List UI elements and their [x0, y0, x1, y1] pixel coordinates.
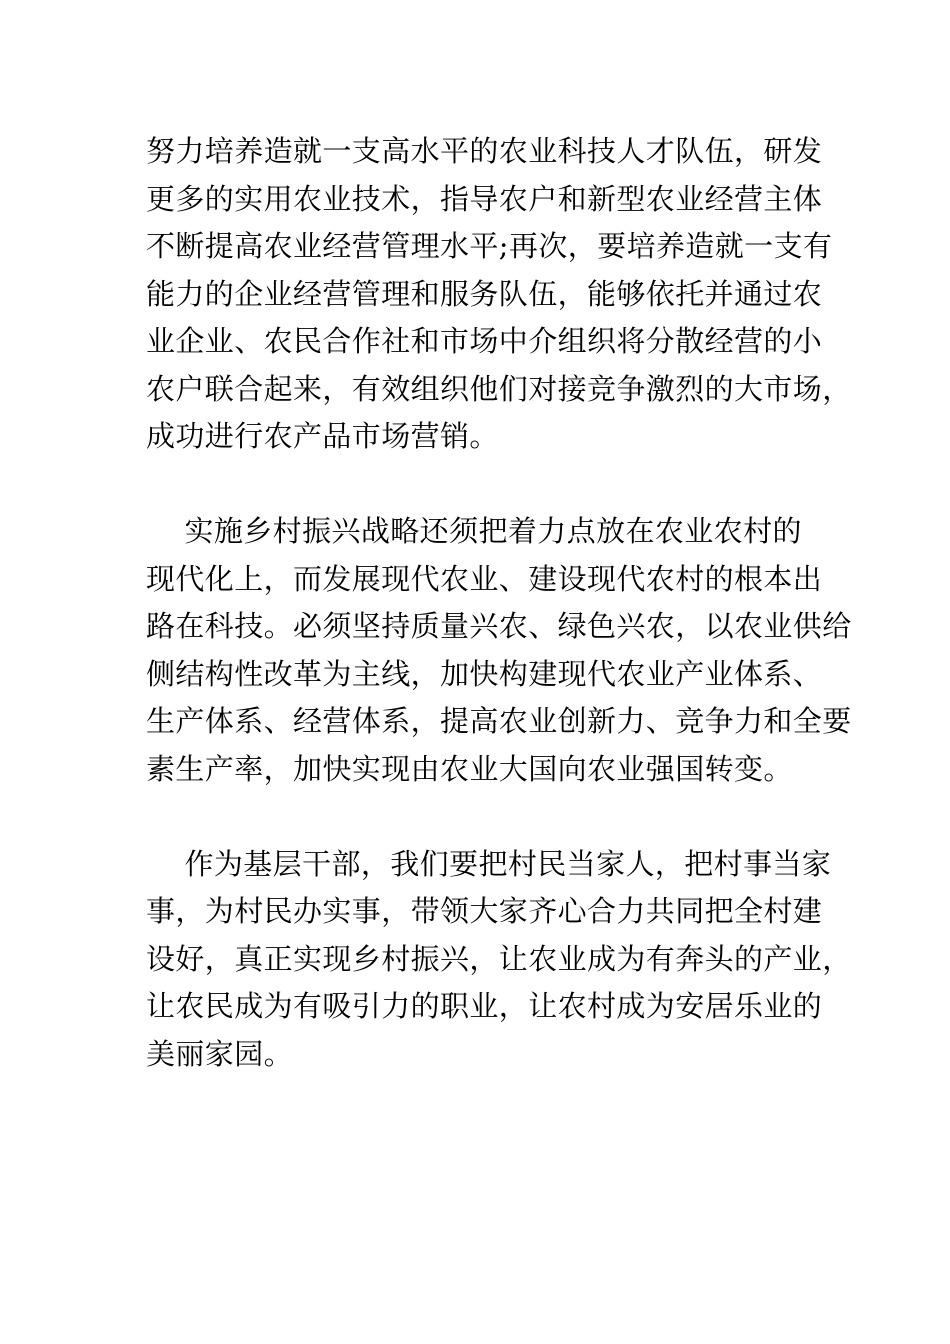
paragraph-line: 事，为村民办实事，带领大家齐心合力共同把全村建 — [146, 894, 823, 928]
paragraph-line: 更多的实用农业技术，指导农户和新型农业经营主体 — [146, 181, 823, 216]
paragraph-spacer — [146, 461, 826, 509]
paragraph-line: 侧结构性改革为主线，加快构建现代农业产业体系、 — [146, 656, 823, 691]
paragraph-line: 成功进行农产品市场营销。 — [146, 419, 499, 453]
paragraph-line: 让农民成为有吸引力的职业，让农村成为安居乐业的 — [146, 989, 823, 1023]
paragraph-line: 实施乡村振兴战略还须把着力点放在农业农村的 — [146, 514, 802, 548]
paragraph-line: 素生产率，加快实现由农业大国向农业强国转变。 — [146, 751, 793, 786]
paragraph-spacer — [146, 793, 826, 841]
paragraph-line: 作为基层干部，我们要把村民当家人，把村事当家 — [146, 846, 832, 881]
paragraph-line: 农户联合起来，有效组织他们对接竞争激烈的大市场， — [146, 371, 852, 406]
paragraph-line: 现代化上，而发展现代农业、建设现代农村的根本出 — [146, 561, 823, 596]
paragraph-3 — [146, 841, 852, 1079]
paragraph-line: 路在科技。必须坚持质量兴农、绿色兴农，以农业供给 — [146, 609, 852, 643]
paragraph-line: 不断提高农业经营管理水平;再次，要培养造就一支有 — [146, 229, 833, 263]
paragraph-line: 设好，真正实现乡村振兴，让农业成为有奔头的产业， — [146, 941, 852, 976]
paragraph-line: 业企业、农民合作社和市场中介组织将分散经营的小 — [146, 324, 823, 358]
paragraph-line: 能力的企业经营管理和服务队伍，能够依托并通过农 — [146, 276, 823, 311]
paragraph-line: 努力培养造就一支高水平的农业科技人才队伍，研发 — [146, 134, 823, 168]
paragraph-1 — [146, 128, 852, 461]
paragraph-line: 生产体系、经营体系，提高农业创新力、竞争力和全要 — [146, 704, 852, 738]
document-body — [146, 128, 852, 1078]
paragraph-2 — [146, 508, 852, 793]
paragraph-line: 美丽家园。 — [146, 1036, 294, 1071]
